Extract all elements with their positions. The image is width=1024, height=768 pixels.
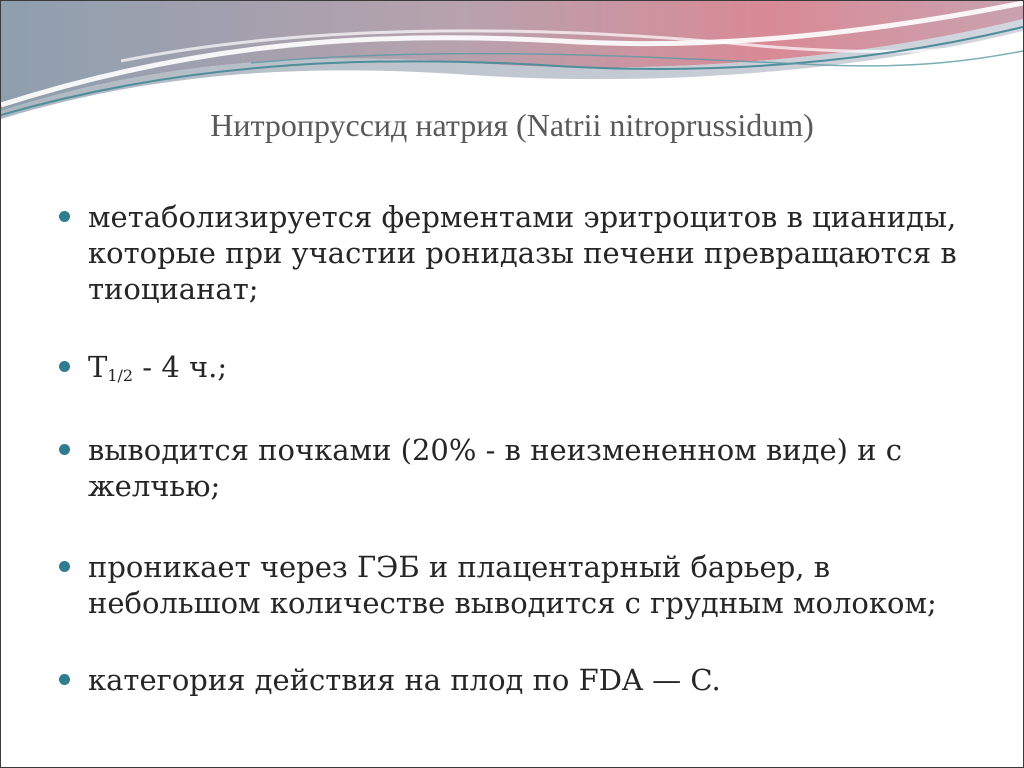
bullet-item [59, 349, 227, 394]
bullet-item [59, 432, 959, 504]
bullet-dot-icon [59, 211, 70, 222]
bullet-text: категория действия на плод по FDA — C. [88, 663, 721, 697]
bullet-dot-icon [59, 361, 70, 372]
slide-title: Нитропруссид натрия (Natrii nitroprussidum) [210, 107, 814, 143]
bullet-item [59, 549, 959, 621]
bullet-text-rest: - 4 ч.; [133, 350, 228, 384]
bullet-item [59, 662, 721, 698]
bullet-subscript: 1/2 [107, 366, 134, 385]
header-wave-decoration [1, 1, 1023, 121]
bullet-item [59, 199, 959, 307]
bullet-dot-icon [59, 674, 70, 685]
bullet-text-main: T [88, 350, 108, 384]
bullet-dot-icon [59, 444, 70, 455]
bullet-dot-icon [59, 561, 70, 572]
bullet-text: выводится почками (20% - в неизмененном виде) и с желчью; [88, 433, 902, 503]
bullet-text: проникает через ГЭБ и плацентарный барьер, в небольшом количестве выводится с грудным молоком; [88, 550, 937, 620]
bullet-text: метаболизируется ферментами эритроцитов в цианиды, которые при участии ронидазы печени превращаются в тиоцианат; [88, 200, 957, 306]
